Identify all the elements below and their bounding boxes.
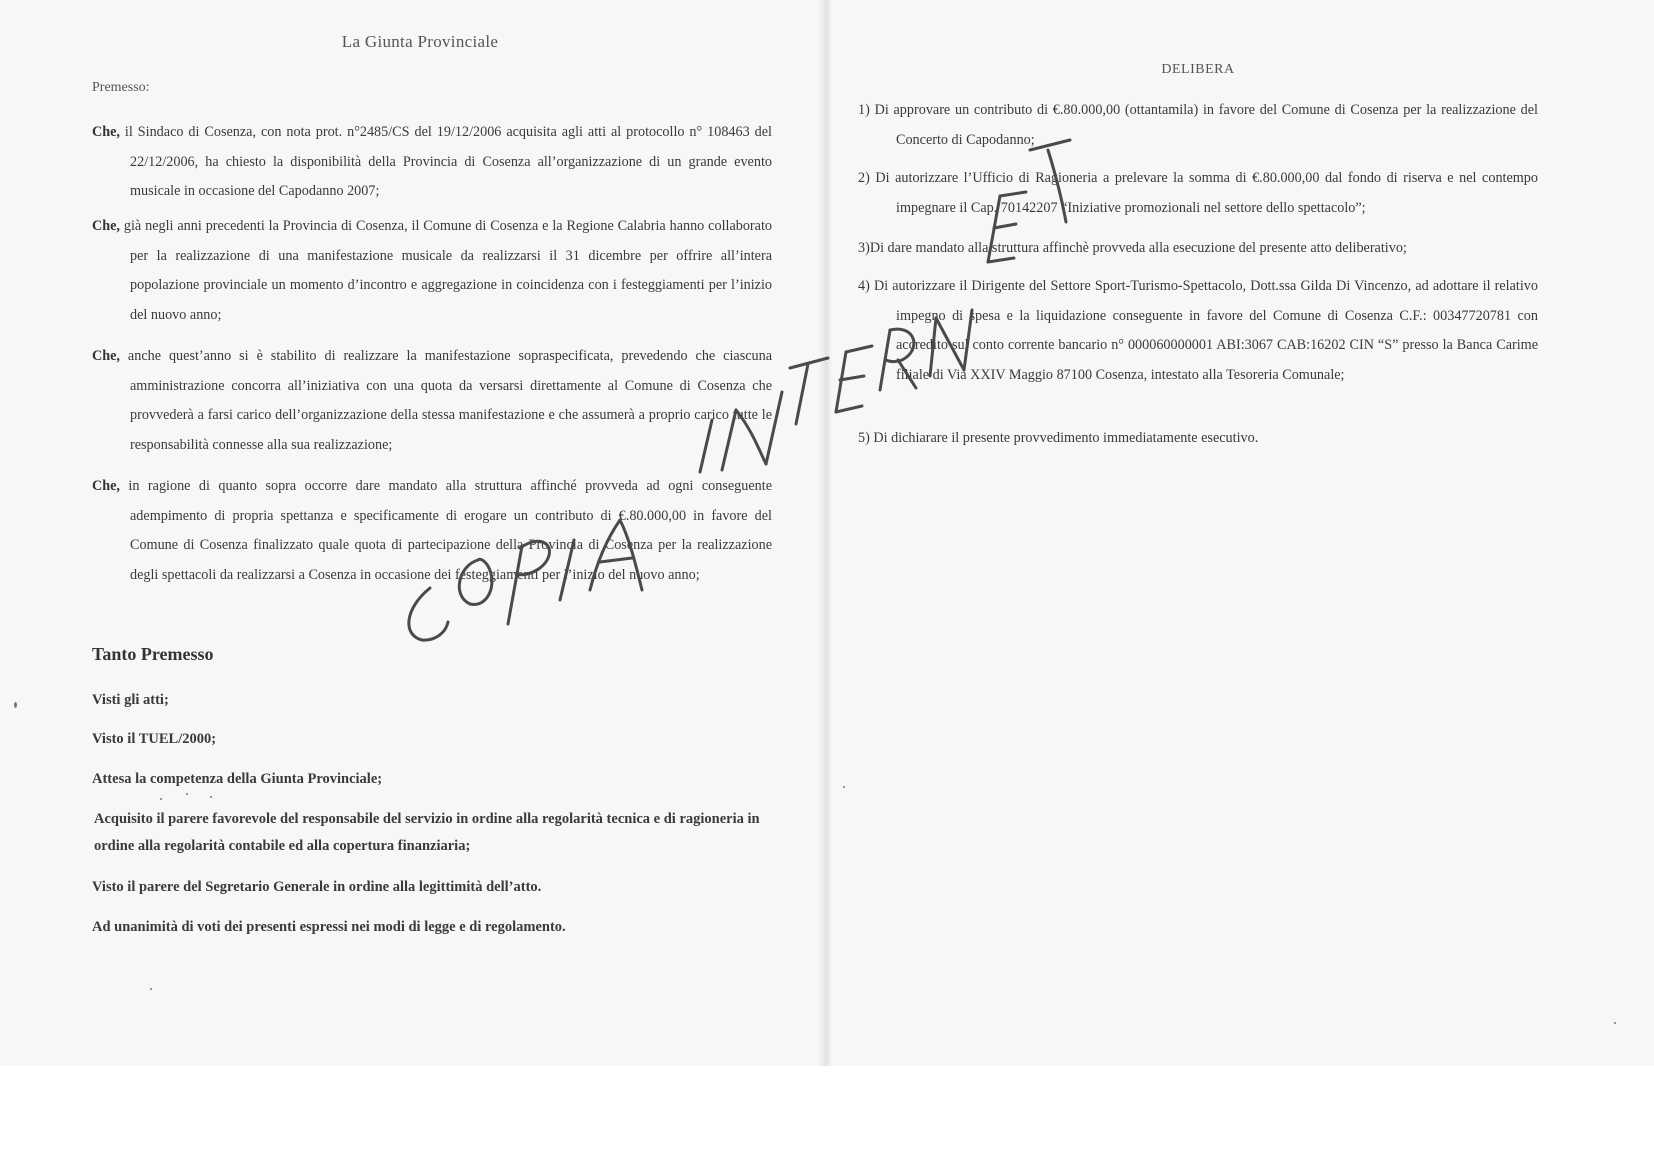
premise-paragraph-1 bbox=[92, 118, 772, 207]
paragraph-lead: Che, bbox=[92, 478, 120, 494]
left-page bbox=[92, 32, 772, 935]
right-page bbox=[858, 60, 1538, 446]
delibera-heading: DELIBERA bbox=[1161, 62, 1235, 77]
document-title: La Giunta Provinciale bbox=[341, 32, 499, 51]
paragraph-text: già negli anni precedenti la Provincia di Cosenza, il Comune di Cosenza e la Regione Calabria hanno collaborato per la realizzazione di una manifestazione musicale da realizzarsi il 31 dicembre per offrire all’intera popolazione provinciale un momento d’incontro e aggregazione in coincidenza con i festeggiamenti per l’inizio del nuovo anno; bbox=[119, 218, 772, 323]
delibera-item-2: 2) Di autorizzare l’Ufficio di Ragioneria a prelevare la somma di €.80.000,00 dal fondo di riserva e nel contempo impegnare il Cap. 70142207 “Iniziative promozionali nel settore dello spettacolo”; bbox=[858, 170, 1538, 216]
paragraph-text: in ragione di quanto sopra occorre dare mandato alla struttura affinché provveda ad ogni conseguente adempimento di propria spettanza e specificamente di erogare un contributo di €.80.000,00 in favore del Comune di Cosenza finalizzato quale quota di partecipazione della Provincia di Cosenza per la realizzazione degli spettacoli da realizzarsi a Cosenza in occasione dei festeggiamenti per l’inizio del nuovo anno; bbox=[119, 478, 772, 583]
delibera-item-3: 3)Di dare mandato alla struttura affinchè provveda alla esecuzione del presente atto deliberativo; bbox=[858, 240, 1407, 256]
page-fold bbox=[818, 0, 832, 1066]
paragraph-lead: Che, bbox=[92, 348, 120, 364]
visto-parere-segretario: Visto il parere del Segretario Generale in ordine alla legittimità dell’atto. bbox=[92, 879, 542, 895]
visto-tuel: Visto il TUEL/2000; bbox=[92, 731, 217, 747]
visti-gli-atti: Visti gli atti; bbox=[92, 692, 169, 708]
paragraph-text: il Sindaco di Cosenza, con nota prot. n°2485/CS del 19/12/2006 acquisita agli atti al protocollo n° 108463 del 22/12/2006, ha chiesto la disponibilità della Provincia di Cosenza all’organizzazione di un grande evento musicale in occasione del Capodanno 2007; bbox=[119, 124, 772, 199]
delibera-item-1: 1) Di approvare un contributo di €.80.000,00 (ottantamila) in favore del Comune di Cosenza per la realizzazione del Concerto di Capodanno; bbox=[858, 102, 1538, 148]
tanto-premesso-heading: Tanto Premesso bbox=[92, 644, 214, 664]
paragraph-lead: Che, bbox=[92, 124, 120, 140]
premise-paragraph-4 bbox=[92, 472, 772, 590]
delibera-item-5: 5) Di dichiarare il presente provvedimento immediatamente esecutivo. bbox=[858, 430, 1259, 446]
premise-paragraph-3 bbox=[92, 342, 772, 460]
paragraph-text: anche quest’anno si è stabilito di realizzare la manifestazione sopraspecificata, prevedendo che ciascuna amministrazione concorra all’iniziativa con una quota da versarsi direttamente al Comune di Cosenza che provvederà a farsi carico dell’organizzazione della stessa manifestazione e che assumerà a proprio carico tutte le responsabilità connesse alla sua realizzazione; bbox=[119, 348, 772, 453]
attesa-competenza: Attesa la competenza della Giunta Provinciale; bbox=[92, 771, 383, 787]
acquisito-parere: Acquisito il parere favorevole del responsabile del servizio in ordine alla regolarità tecnica e di ragioneria in ordine alla regolarità contabile ed alla copertura finanziaria; bbox=[94, 811, 760, 854]
premise-paragraph-2 bbox=[92, 212, 772, 330]
delibera-item-4: 4) Di autorizzare il Dirigente del Settore Sport-Turismo-Spettacolo, Dott.ssa Gilda Di Vincenzo, ad adottare il relativo impegno di spesa e la liquidazione conseguente in favore del Comune di Cosenza C.F.: 00347720781 con accredito sul conto corrente bancario n° 000060000001 ABI:3067 CAB:16202 CIN “S” presso la Banca Carime filiale di Via XXIV Maggio 87100 Cosenza, intestato alla Tesoreria Comunale; bbox=[858, 278, 1538, 383]
paragraph-lead: Che, bbox=[92, 218, 120, 234]
premesso-label: Premesso: bbox=[92, 80, 150, 95]
ad-unanimita: Ad unanimità di voti dei presenti espressi nei modi di legge e di regolamento. bbox=[92, 919, 566, 935]
